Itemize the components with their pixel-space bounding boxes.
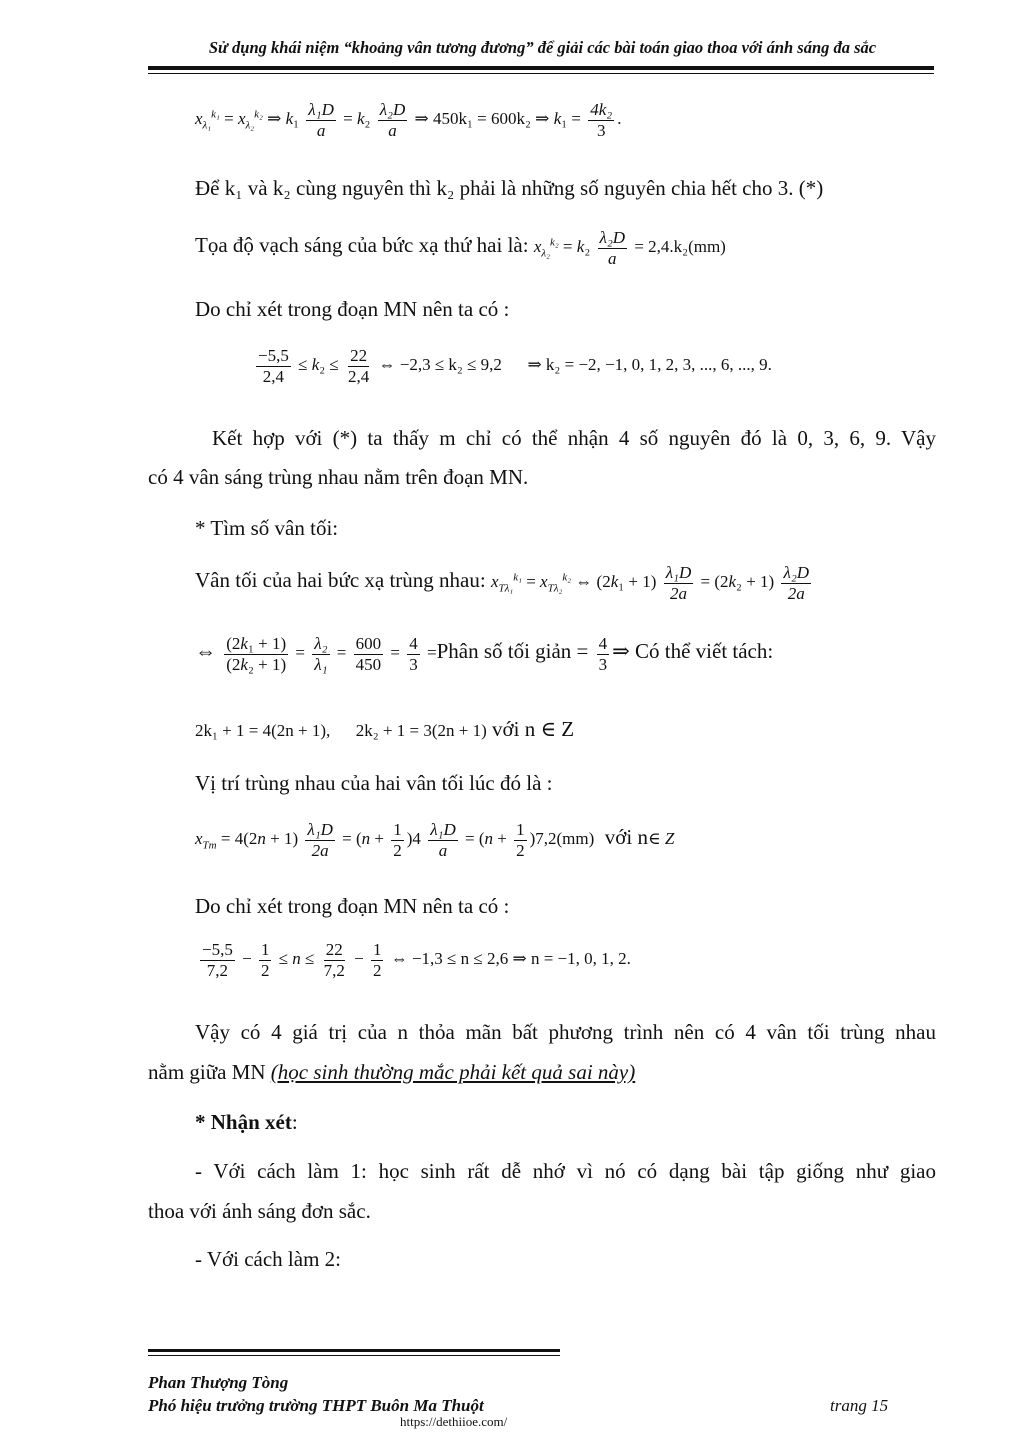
voi-n-label: với n ∈ Z xyxy=(492,717,575,741)
equation-vi-tri: $x_{Tm} = 4(2n + 1)$ $\frac{\text{λ₁D}}{2a}$ = (n + $\frac{1}{2}$ )4 $\frac{\text{λ₁D}}{a}$ = (n + $\frac{1}{2}$ )7,2(mm) với n∈ Z xyxy=(195,820,675,860)
page-number: trang 15 xyxy=(830,1396,889,1415)
paragraph-tach xyxy=(195,717,574,742)
vay-2-text: nằm giữa MN xyxy=(148,1060,266,1084)
header-rule-thin xyxy=(148,73,934,74)
co-the-label: ⇒ Có thể viết tách: xyxy=(612,638,774,663)
paragraph-kethop-2: có 4 vân sáng trùng nhau nằm trên đoạn MN. xyxy=(148,465,529,489)
equation-tach: 2k₁ + 1 = 4(2n + 1), 2k₂ + 1 = 3(2n + 1) xyxy=(195,721,487,740)
footer-rule-thick xyxy=(148,1349,560,1352)
source-url[interactable]: https://dethiioe.com/ xyxy=(400,1414,508,1429)
equation-coincide-bright: $x_{\lambda_1}^{k_1} = x_{\lambda_2}^{k_2}$ ⇒ k₁ $\frac{\text{λ₁D}}{a}$ = k₂ $\frac{\text{λ₂D}}{a}$ ⇒ 450k₁ = 600k₂ ⇒ k₁ = $\frac{\text{4k₂}}{3}$ . xyxy=(195,100,622,140)
toado-label: Tọa độ vạch sáng của bức xạ thứ hai là: xyxy=(195,232,529,257)
range-k2-a: ⇔ −2,3 ≤ k₂ ≤ 9,2 xyxy=(378,354,502,374)
paragraph-doan-mn-1: Do chỉ xét trong đoạn MN nên ta có : xyxy=(195,297,510,321)
paragraph-cach-1b: thoa với ánh sáng đơn sắc. xyxy=(148,1199,371,1223)
paragraph-k1k2: Để k₁ và k₂ cùng nguyên thì k₂ phải là những số nguyên chia hết cho 3. (*) xyxy=(195,176,824,200)
nhan-xet-label: * Nhận xét xyxy=(195,1110,292,1134)
footer-position: Phó hiệu trưởng trường THPT Buôn Ma Thuột xyxy=(148,1396,484,1415)
range-n-result: ⇔ −1,3 ≤ n ≤ 2,6 ⇒ n = −1, 0, 1, 2. xyxy=(390,948,631,968)
equation-ratio: ⇒ 450k₁ = 600k₂ ⇒ xyxy=(414,108,550,128)
footer-rule-thin xyxy=(148,1355,560,1356)
paragraph-vi-tri: Vị trí trùng nhau của hai vân tối lúc đó là : xyxy=(195,771,553,795)
phan-so-label: Phân số tối giản = xyxy=(436,638,589,663)
range-k2-b: ⇒ k₂ = −2, −1, 0, 1, 2, 3, ..., 6, ..., 9. xyxy=(527,354,772,374)
heading-tim-van-toi: * Tìm số vân tối: xyxy=(195,516,339,540)
paragraph-doan-mn-2: Do chỉ xét trong đoạn MN nên ta có : xyxy=(195,894,510,918)
footer-author: Phan Thượng Tòng xyxy=(148,1373,289,1392)
paragraph-cach-1a: - Với cách làm 1: học sinh rất dễ nhớ vì nó có dạng bài tập giống như giao xyxy=(195,1159,936,1183)
voi-n-label-2: với n xyxy=(604,824,648,849)
van-toi-label: Vân tối của hai bức xạ trùng nhau: xyxy=(195,567,486,592)
vay-2-note: (học sinh thường mắc phải kết quả sai này) xyxy=(270,1060,636,1084)
heading-nhan-xet: * Nhận xét: xyxy=(195,1110,298,1134)
paragraph-kethop-1: Kết hợp với (*) ta thấy m chỉ có thể nhận 4 số nguyên đó là 0, 3, 6, 9. Vậy xyxy=(212,426,936,450)
equation-range-k2: $\frac{-5,5}{2,4}$ ≤ k₂ ≤ $\frac{22}{2,4}$ ⇔ −2,3 ≤ k₂ ≤ 9,2 ⇒ k₂ = −2, −1, 0, 1, 2, 3, ..., 6, ..., 9. xyxy=(258,346,772,386)
paragraph-toado: Tọa độ vạch sáng của bức xạ thứ hai là: $x_{\lambda_2}^{k_2} = k_2$ $\frac{\text{λ₂D}}{a}$ = 2,4.k₂(mm) xyxy=(195,228,726,268)
paragraph-phan-so: ⇔ $\frac{\text{(2k₁ + 1)}}{\text{(2k₂ + 1)}}$ = $\frac{\text{λ₂}}{\text{λ₁}}$ = $\frac{600}{450}$ = $\frac{4}{3}$ =Phân số tối giản = $\frac{4}{3}$ ⇒ Có thể viết tách: xyxy=(195,634,774,674)
paragraph-cach-2: - Với cách làm 2: xyxy=(195,1247,342,1271)
vi-tri-tail: )7,2(mm) xyxy=(529,828,595,848)
header-rule-thick xyxy=(148,66,934,70)
page-header-title: Sử dụng khái niệm “khoảng vân tương đương” để giải các bài toán giao thoa với ánh sáng đa sắc xyxy=(208,38,877,57)
equation-range-n: $\frac{-5,5}{7,2}$ − $\frac{1}{2}$ ≤ n ≤ $\frac{22}{7,2}$ − $\frac{1}{2}$ ⇔ −1,3 ≤ n ≤ 2,6 ⇒ n = −1, 0, 1, 2. xyxy=(202,940,631,980)
paragraph-vay-1: Vậy có 4 giá trị của n thỏa mãn bất phương trình nên có 4 vân tối trùng nhau xyxy=(195,1020,936,1044)
paragraph-van-toi: Vân tối của hai bức xạ trùng nhau: $x_{T\lambda_1}^{k_1} = x_{T\lambda_2}^{k_2}$ ⇔ (2k₁ + 1) $\frac{\text{λ₁D}}{2a}$ = (2k₂ + 1) $\frac{\text{λ₂D}}{2a}$ xyxy=(195,563,810,603)
toado-value: = 2,4.k₂(mm) xyxy=(634,236,726,256)
paragraph-vay-2 xyxy=(148,1060,635,1085)
